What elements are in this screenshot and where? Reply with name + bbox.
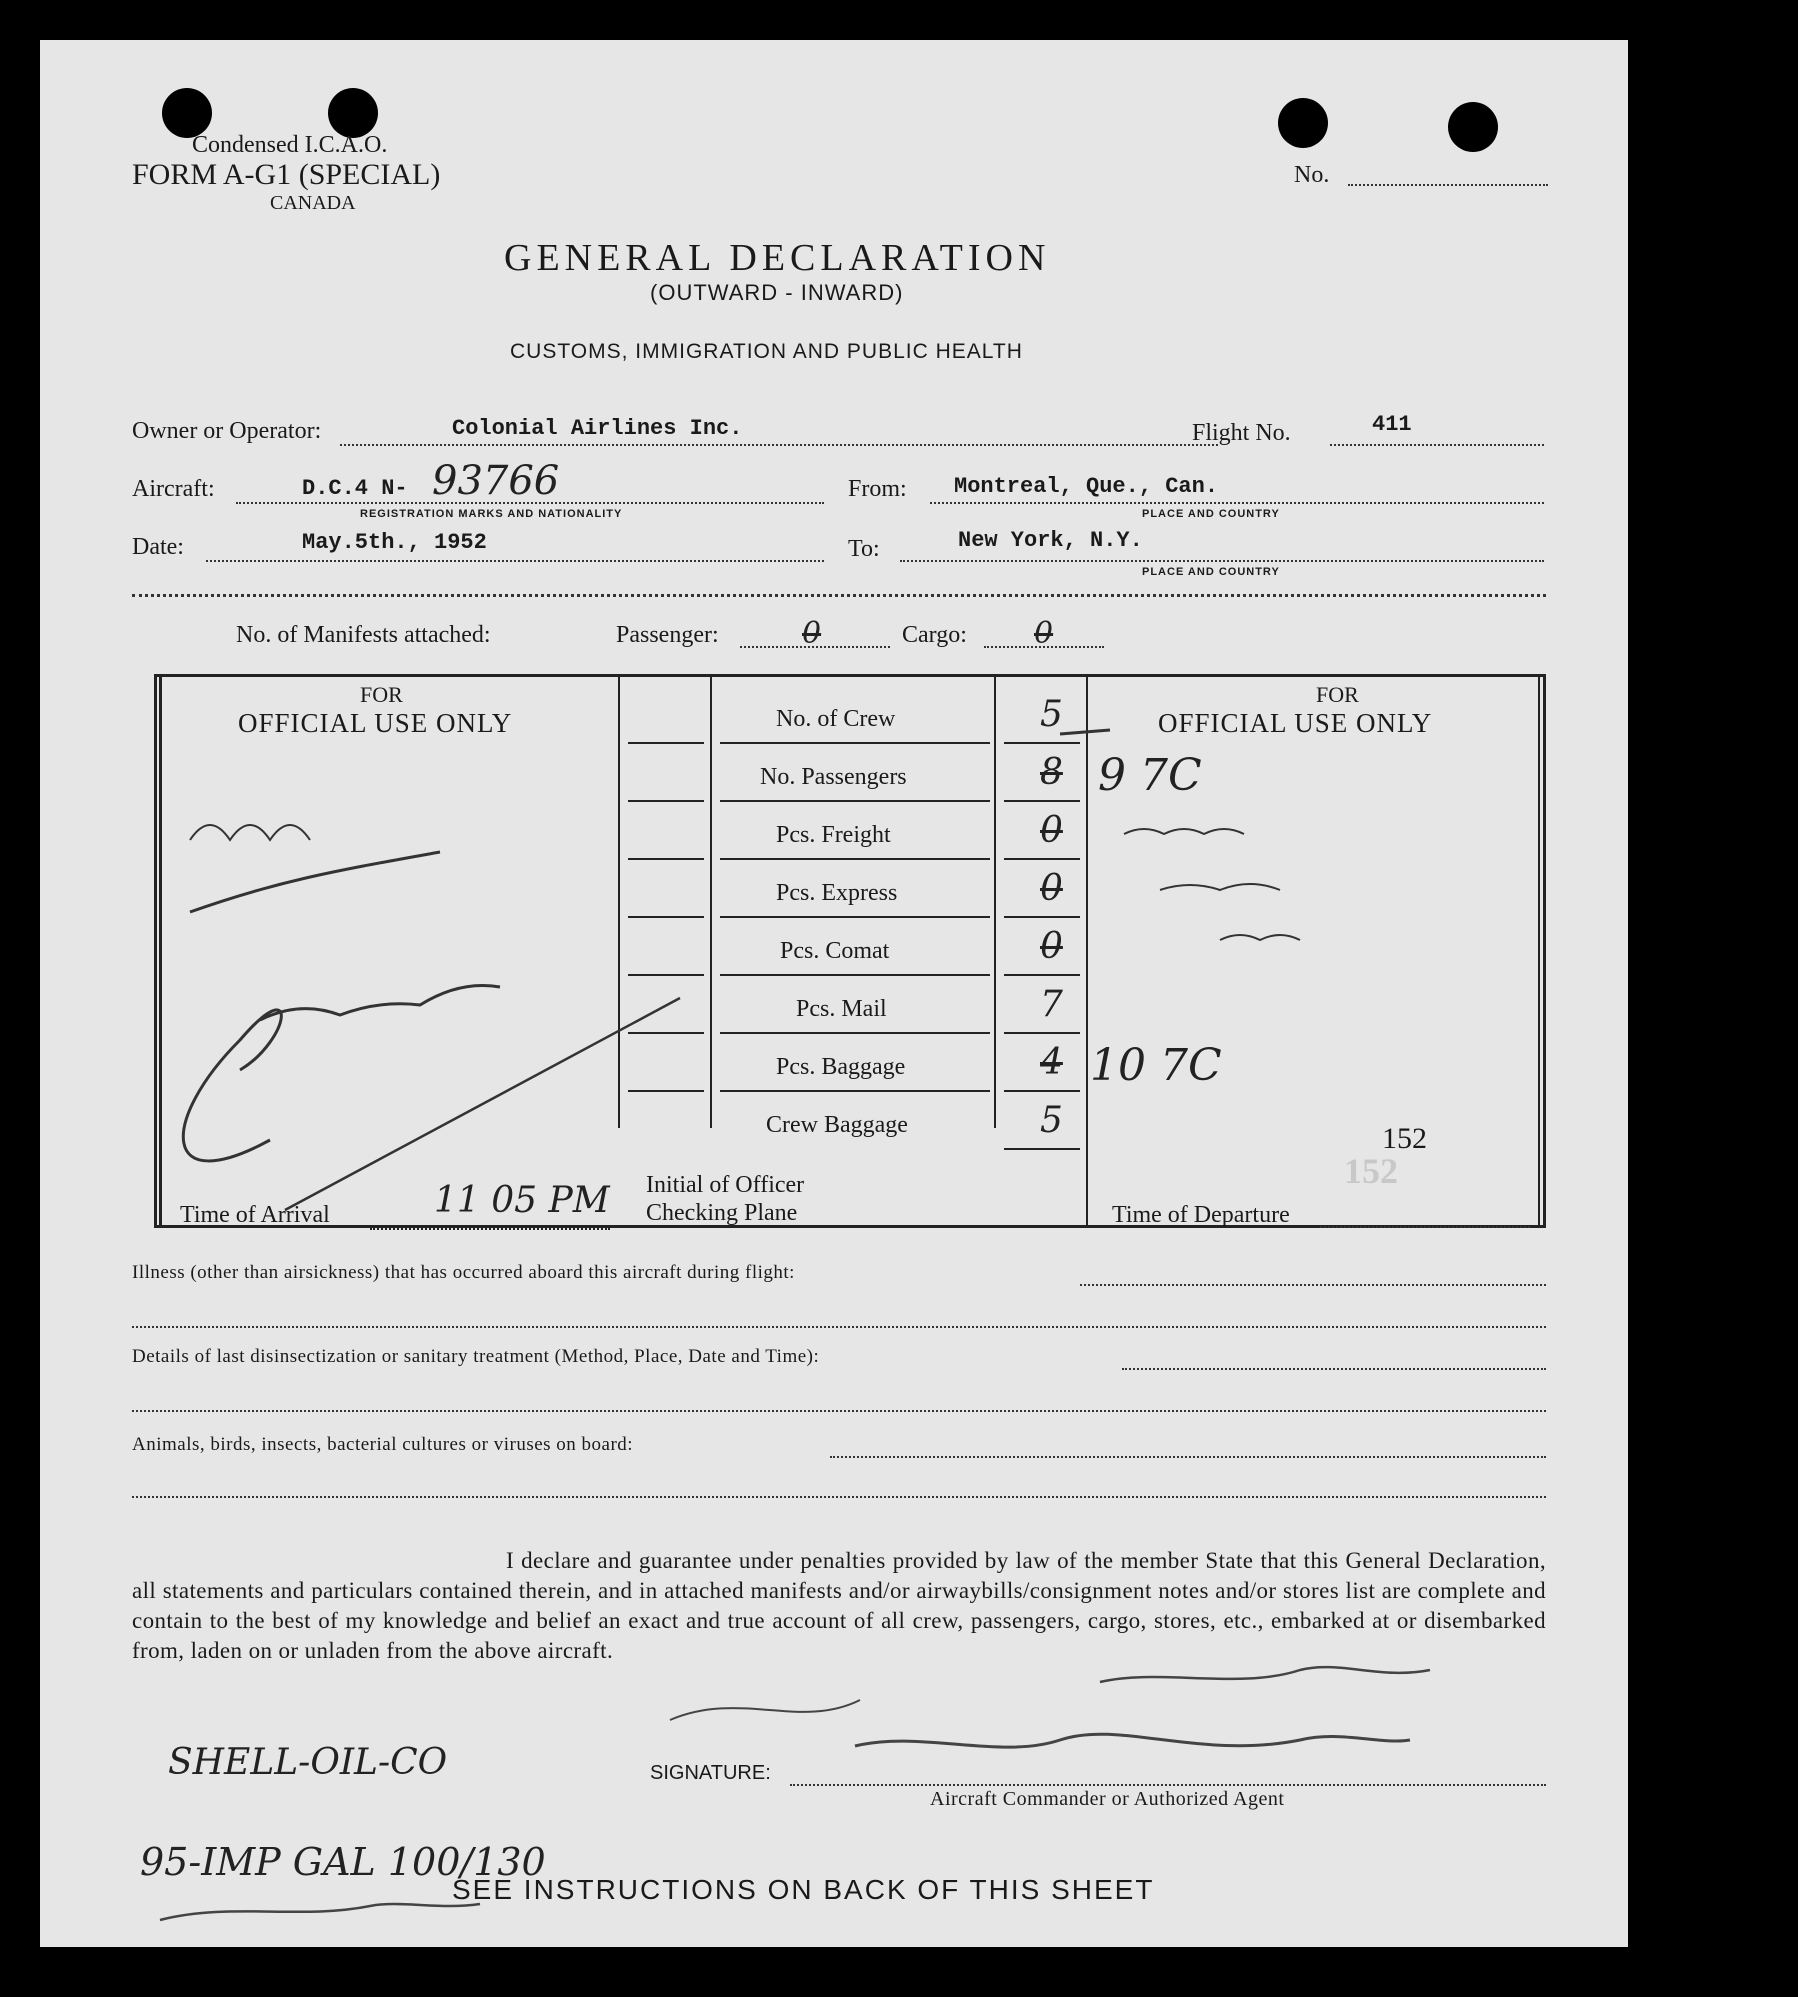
handwritten-note-1: SHELL-OIL-CO: [168, 1742, 448, 1783]
illness-label: Illness (other than airsickness) that has occurred aboard this aircraft during flight:: [132, 1262, 795, 1283]
row-label-baggage: Pcs. Baggage: [776, 1054, 906, 1080]
handwritten-baggage-note: 10 7C: [1090, 1040, 1222, 1091]
punch-hole: [328, 88, 378, 138]
left-official-head-1: FOR: [360, 682, 403, 707]
punch-hole: [162, 88, 212, 138]
row-label-mail: Pcs. Mail: [796, 996, 887, 1022]
flight-label: Flight No.: [1192, 420, 1291, 446]
time-of-arrival-label: Time of Arrival: [180, 1202, 330, 1228]
left-official-head-2: OFFICIAL USE ONLY: [238, 708, 513, 738]
handwritten-note-2: 95-IMP GAL 100/130: [140, 1840, 546, 1884]
passenger-manifest-label: Passenger:: [616, 622, 719, 648]
from-label: From:: [848, 476, 907, 502]
signer-caption: Aircraft Commander or Authorized Agent: [930, 1788, 1285, 1810]
animals-field[interactable]: [830, 1456, 1546, 1458]
aircraft-value-handwritten: 93766: [432, 458, 560, 504]
flight-field[interactable]: [1330, 444, 1544, 446]
illness-field-2[interactable]: [132, 1326, 1546, 1328]
owner-label: Owner or Operator:: [132, 418, 322, 444]
stamp-number: 152: [1382, 1122, 1427, 1155]
row-value-express: 0: [1040, 868, 1063, 909]
form-line-2: FORM A-G1 (SPECIAL): [132, 158, 441, 191]
no-label: No.: [1294, 162, 1330, 188]
time-of-arrival-value: 11 05 PM: [434, 1180, 610, 1221]
handwritten-passengers-note: 9 7C: [1098, 750, 1202, 801]
animals-label: Animals, birds, insects, bacterial cultures or viruses on board:: [132, 1434, 634, 1455]
time-of-departure-field[interactable]: [1320, 1226, 1530, 1228]
row-value-baggage: 4: [1040, 1042, 1063, 1083]
document-title: GENERAL DECLARATION: [504, 237, 1051, 279]
right-official-head-1: FOR: [1316, 682, 1359, 707]
initial-of-officer-label-2: Checking Plane: [646, 1200, 798, 1226]
document-subtitle: (OUTWARD - INWARD): [650, 280, 904, 305]
row-value-passengers: 8: [1040, 752, 1063, 793]
illness-field[interactable]: [1080, 1284, 1546, 1286]
row-value-crew: 5: [1040, 694, 1063, 735]
signature-label: SIGNATURE:: [650, 1762, 771, 1784]
no-field[interactable]: [1348, 184, 1548, 186]
table-divider: [1086, 676, 1088, 1226]
aircraft-label: Aircraft:: [132, 476, 215, 502]
cargo-manifest-label: Cargo:: [902, 622, 967, 648]
to-label: To:: [848, 536, 880, 562]
cargo-manifest-value: 0: [1034, 616, 1054, 651]
footer-instructions: SEE INSTRUCTIONS ON BACK OF THIS SHEET: [452, 1874, 1155, 1905]
row-label-passengers: No. Passengers: [760, 764, 907, 790]
table-divider: [618, 676, 620, 1128]
row-label-freight: Pcs. Freight: [776, 822, 891, 848]
to-place-caption: PLACE AND COUNTRY: [1142, 566, 1280, 578]
signature-field[interactable]: [790, 1784, 1546, 1786]
form-line-3: CANADA: [270, 192, 356, 214]
flight-value: 411: [1372, 412, 1412, 437]
disinsectization-field[interactable]: [1122, 1368, 1546, 1370]
time-of-departure-label: Time of Departure: [1112, 1202, 1290, 1228]
table-divider: [994, 676, 996, 1128]
passenger-manifest-value: 0: [802, 616, 822, 651]
table-divider: [1538, 676, 1540, 1226]
row-value-freight: 0: [1040, 810, 1063, 851]
section-divider: [132, 594, 1546, 597]
declaration-text: I declare and guarantee under penalties provided by law of the member State that this General Declaration, all statements and particulars contained therein, and in attached manifests and/or airwaybills/consignment notes and/or stores list are complete and contain to the best of my knowledge and belief an exact and true account of all crew, passengers, cargo, stores, etc., embarked at or disembarked from, laden on or unladen from the above aircraft.: [132, 1548, 1546, 1663]
punch-hole: [1448, 102, 1498, 152]
date-value: May.5th., 1952: [302, 530, 487, 555]
declaration-sheet: [40, 40, 1628, 1947]
aircraft-value-typed: D.C.4 N-: [302, 476, 408, 501]
date-label: Date:: [132, 534, 184, 560]
faded-stamp-number: 152: [1344, 1151, 1398, 1191]
row-label-express: Pcs. Express: [776, 880, 898, 906]
registration-caption: REGISTRATION MARKS AND NATIONALITY: [360, 508, 623, 520]
owner-value: Colonial Airlines Inc.: [452, 416, 743, 441]
form-line-1: Condensed I.C.A.O.: [192, 132, 388, 158]
row-label-crew: No. of Crew: [776, 706, 896, 732]
from-place-caption: PLACE AND COUNTRY: [1142, 508, 1280, 520]
to-value: New York, N.Y.: [958, 528, 1143, 553]
row-value-mail: 7: [1040, 984, 1063, 1025]
from-value: Montreal, Que., Can.: [954, 474, 1219, 499]
row-value-crew-baggage: 5: [1040, 1100, 1063, 1141]
from-field[interactable]: [930, 502, 1544, 504]
right-official-head-2: OFFICIAL USE ONLY: [1158, 708, 1433, 738]
owner-field[interactable]: [340, 444, 1218, 446]
table-divider: [710, 676, 712, 1128]
row-value-comat: 0: [1040, 926, 1063, 967]
to-field[interactable]: [900, 560, 1544, 562]
document-subtitle-2: CUSTOMS, IMMIGRATION AND PUBLIC HEALTH: [510, 340, 1023, 363]
disinsectization-label: Details of last disinsectization or sanitary treatment (Method, Place, Date and Time):: [132, 1346, 820, 1367]
initial-of-officer-label-1: Initial of Officer: [646, 1172, 805, 1198]
date-field[interactable]: [206, 560, 824, 562]
row-label-comat: Pcs. Comat: [780, 938, 890, 964]
animals-field-2[interactable]: [132, 1496, 1546, 1498]
manifests-label: No. of Manifests attached:: [236, 622, 491, 648]
punch-hole: [1278, 98, 1328, 148]
disinsectization-field-2[interactable]: [132, 1410, 1546, 1412]
row-label-crew-baggage: Crew Baggage: [766, 1112, 908, 1138]
